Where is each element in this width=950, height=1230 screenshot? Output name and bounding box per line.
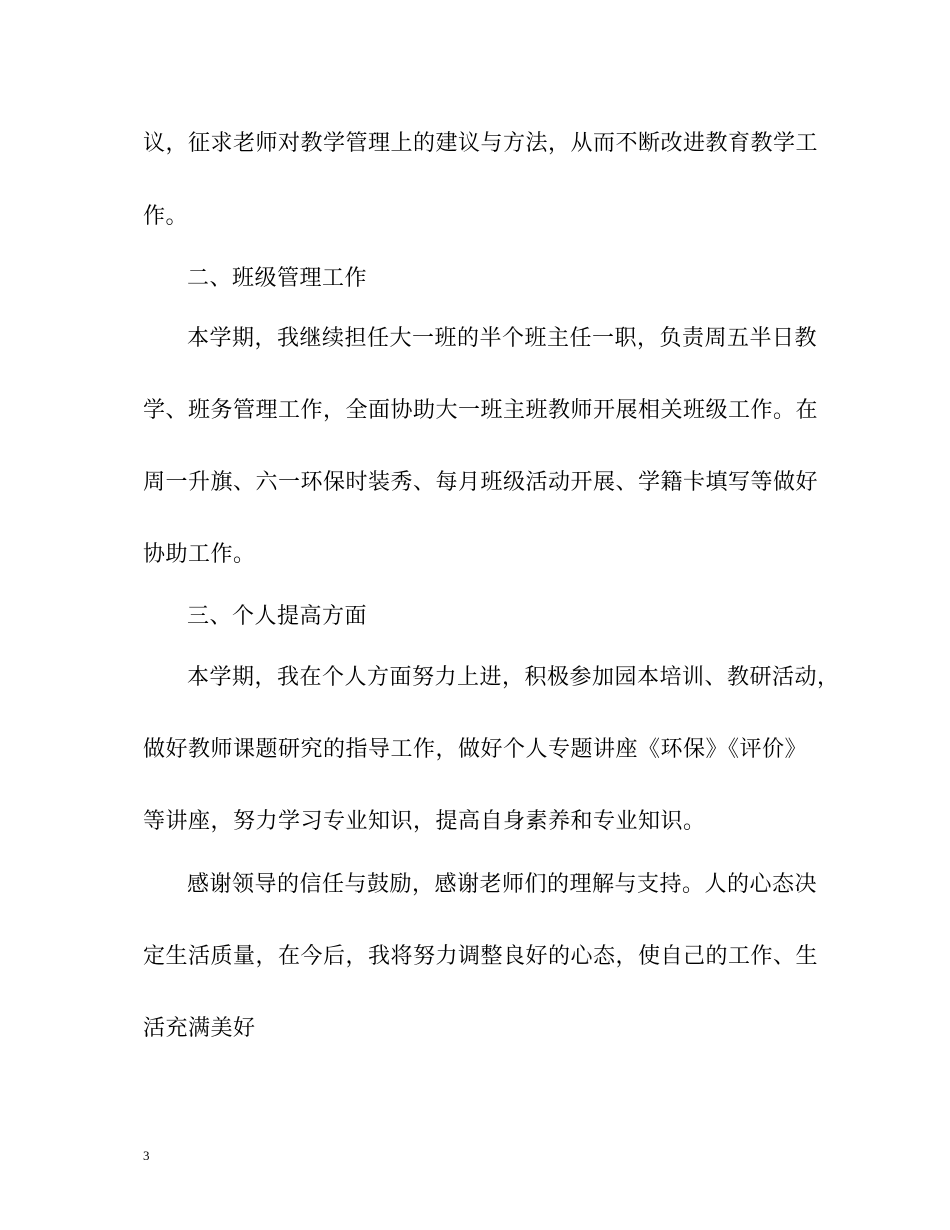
paragraph-line: 协助工作。: [143, 542, 256, 567]
paragraph-line: 活充满美好: [143, 1016, 256, 1041]
paragraph-line: 作。: [143, 204, 189, 229]
section-heading: 三、个人提高方面: [187, 604, 368, 629]
paragraph-line: 议，征求老师对教学管理上的建议与方法，从而不断改进教育教学工: [143, 131, 819, 156]
paragraph-line: 本学期，我在个人方面努力上进，积极参加园本培训、教研活动，: [187, 665, 840, 690]
paragraph-line: 定生活质量，在今后，我将努力调整良好的心态，使自己的工作、生: [143, 944, 819, 969]
paragraph-line: 感谢领导的信任与鼓励，感谢老师们的理解与支持。人的心态决: [187, 872, 818, 897]
paragraph-line: 本学期，我继续担任大一班的半个班主任一职，负责周五半日教: [187, 326, 818, 351]
paragraph-line: 学、班务管理工作，全面协助大一班主班教师开展相关班级工作。在: [143, 398, 819, 423]
paragraph-line: 等讲座，努力学习专业知识，提高自身素养和专业知识。: [143, 809, 706, 834]
paragraph-line: 周一升旗、六一环保时装秀、每月班级活动开展、学籍卡填写等做好: [143, 470, 819, 495]
page-number: 3: [143, 1148, 150, 1163]
section-heading: 二、班级管理工作: [187, 266, 368, 291]
paragraph-line: 做好教师课题研究的指导工作，做好个人专题讲座《环保》《评价》: [143, 737, 808, 762]
